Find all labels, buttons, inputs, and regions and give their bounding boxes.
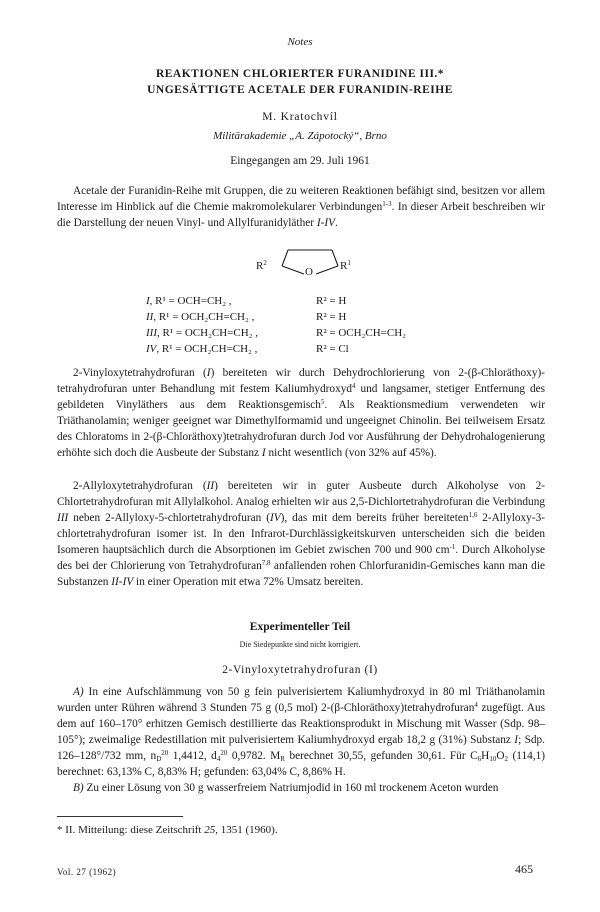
title-line-1: REAKTIONEN CHLORIERTER FURANIDINE III.*	[155, 68, 445, 80]
journal-volume: Vol. 27 (1962)	[57, 867, 117, 877]
paragraph-allyloxy: 2-Allyloxytetrahydrofuran (II) bereiteten wir in guter Ausbeute durch Alkoholyse von 2-Chlortetrahydrofuran mit Allylalkohol. Analog erhielten wir aus 2,5-Dichlortetrahydrofuran die Verbindung III neben 2-Allyloxy-5-chlortetrahydrofuran (IV), das mit dem bereits früher bereiteten$^{1,6}$ 2-Allyloxy-3-chlortetrahydrofuran isomer ist. In den Infrarot-Durchlässigkeitskurven unterscheiden sich die beiden Isomeren hauptsächlich durch die Absorptionen im Gebiet zwischen 700 und 900 $cm^{-1}$. Durch Alkoholyse des bei der Chlorierung von Tetrahydrofuran$^{7,8}$ anfallenden rohen Chlorfuranidin-Gemisches kann man die Substanzen II-IV in einer Operation mit etwa 72% Umsatz bereiten.	[57, 480, 545, 588]
paragraph-procedure-b: B) Zu einer Lösung von 30 g wasserfreiem Natriumjodid in 160 ml trockenem Aceton wurden	[73, 782, 499, 794]
subsection-heading: 2-Vinyloxytetrahydrofuran (I)	[222, 664, 378, 676]
footnote-rule	[57, 816, 183, 817]
paragraph-vinyloxy: 2-Vinyloxytetrahydrofuran (I) bereiteten wir durch Dehydrochlorierung von 2-(β-Chloräthoxy)-tetrahydrofuran unter Behandlung mit festem Kaliumhydroxyd$^4$ und langsamer, stetiger Entfernung des gebildeten Vinyläthers aus dem Reaktionsgemisch$^5$. Als Reaktionsmedium verwendeten wir Triäthanolamin; weniger geeignet war Dimethylformamid und ungeeignet Chinolin. Bei teilweisem Ersatz des Chloratoms in 2-(β-Chloräthoxy)tetrahydrofuran durch Jod vor Ausführung der Dehydrohalogenierung erhöhte sich doch die Ausbeute der Substanz I nicht wesentlich (von 32% auf 45%).	[57, 367, 545, 459]
experimental-heading: Experimenteller Teil	[249, 621, 351, 633]
ring-oxygen-label: O	[305, 266, 313, 278]
received-date: Eingegangen am 29. Juli 1961	[230, 155, 370, 167]
title-line-2: UNGESÄTTIGTE ACETALE DER FURANIDIN-REIHE	[147, 84, 453, 96]
paper-title	[0, 66, 600, 98]
page-number: 465	[515, 862, 533, 876]
experimental-note: Die Siedepunkte sind nicht korrigiert.	[239, 640, 361, 649]
affiliation: Militärakademie „A. Zápotocký“, Brno	[213, 130, 387, 142]
footnote: * II. Mitteilung: diese Zeitschrift 25, 1351 (1960).	[57, 824, 278, 836]
author: M. Kratochvíl	[262, 111, 338, 123]
running-head: Notes	[287, 36, 313, 48]
furanidine-structure	[250, 248, 370, 288]
ring-r1-label: $R^1$	[340, 259, 351, 272]
paragraph-procedure-a: A) In eine Aufschlämmung von 50 g fein pulverisiertem Kaliumhydroxyd in 80 ml Triäthanolamin wurden unter Rühren während 3 Stunden 75 g (0,5 mol) 2-(β-Chloräthoxy)tetrahydrofuran$^4$ zugefügt. Aus dem auf 160–170° erhitzen Gemisch destillierte das Reaktionsprodukt in Mischung mit Wasser (Sdp. 98–105°); zweimalige Redestillation mit pulverisiertem Kaliumhydroxyd ergab 18,2 g (31%) Substanz I; Sdp. 126–128°/732 mm, $n_D^{20}$ 1,4412, $d_4^{20}$ 0,9782. $M_R$ berechnet 30,55, gefunden 30,61. Für $C_6H_{10}O_2$ (114,1) berechnet: 63,13% C, 8,83% H; gefunden: 63,04% C, 8,86% H.	[57, 686, 546, 778]
ring-r2-label: $R^2$	[256, 259, 267, 272]
paper-page: Notes REAKTIONEN CHLORIERTER FURANIDINE III.* UNGESÄTTIGTE ACETALE DER FURANIDIN-REIHE M. Kratochvíl Militärakademie „A. Zápotocký“, Brno Eingegangen am 29. Juli 1961 Acetale der Furanidin-Reihe mit Gruppen, die zu weiteren Reaktionen befähigt sind, besitzen vor allem Interesse im Hinblick auf die Chemie makromolekularer Verbindungen$^{1-3}$. In dieser Arbeit beschreiben wir die Darstellung der neuen Vinyl- und Allylfuranidyläther I-IV. $R^2$ O $R^1$ I, R¹ = OCH=CH₂ , R² = H II, R¹ = OCH₂CH=CH₂ , R² = H III, R¹ = OCH₂CH=CH₂ , R² = OCH₂CH=CH₂ IV, R¹ = OCH₂CH=CH₂ , R² = Cl 2-Vinyloxytetrahydrofuran (I) bereiteten wir durch Dehydrochlorierung von 2-(β-Chloräthoxy)-tetrahydrofuran unter Behandlung mit festem Kaliumhydroxyd$^4$ und langsamer, stetiger Entfernung des gebildeten Vinyläthers aus dem Reaktionsgemisch$^5$. Als Reaktionsmedium verwendeten wir Triäthanolamin; weniger geeignet war Dimethylformamid und ungeeignet Chinolin. Bei teilweisem Ersatz des Chloratoms in 2-(β-Chloräthoxy)tetrahydrofuran durch Jod vor Ausführung der Dehydrohalogenierung erhöhte sich doch die Ausbeute der Substanz I nicht wesentlich (von 32% auf 45%). 2-Allyloxytetrahydrofuran (II) bereiteten wir in guter Ausbeute durch Alkoholyse von 2-Chlortetrahydrofuran mit Allylalkohol. Analog erhielten wir aus 2,5-Dichlortetrahydrofuran die Verbindung III neben 2-Allyloxy-5-chlortetrahydrofuran (IV), das mit dem bereits früher bereiteten$^{1,6}$ 2-Allyloxy-3-chlortetrahydrofuran isomer ist. In den Infrarot-Durchlässigkeitskurven unterscheiden sich die beiden Isomeren hauptsächlich durch die Absorptionen im Gebiet zwischen 700 und 900 $cm^{-1}$. Durch Alkoholyse des bei der Chlorierung von Tetrahydrofuran$^{7,8}$ anfallenden rohen Chlorfuranidin-Gemisches kann man die Substanzen II-IV in einer Operation mit etwa 72% Umsatz bereiten. Experimenteller Teil Die Siedepunkte sind nicht korrigiert. 2-Vinyloxytetrahydrofuran (I) A) In eine Aufschlämmung von 50 g fein pulverisiertem Kaliumhydroxyd in 80 ml Triäthanolamin wurden unter Rühren während 3 Stunden 75 g (0,5 mol) 2-(β-Chloräthoxy)tetrahydrofuran$^4$ zugefügt. Aus dem auf 160–170° erhitzen Gemisch destillierte das Reaktionsprodukt in Mischung mit Wasser (Sdp. 98–105°); zweimalige Redestillation mit pulverisiertem Kaliumhydroxyd ergab 18,2 g (31%) Substanz I; Sdp. 126–128°/732 mm, $n_D^{20}$ 1,4412, $d_4^{20}$ 0,9782. $M_R$ berechnet 30,55, gefunden 30,61. Für $C_6H_{10}O_2$ (114,1) berechnet: 63,13% C, 8,83% H; gefunden: 63,04% C, 8,86% H. B) Zu einer Lösung von 30 g wasserfreiem Natriumjodid in 160 ml trockenem Aceton wurden * II. Mitteilung: diese Zeitschrift 25, 1351 (1960). Vol. 27 (1962) 465	[0, 0, 600, 912]
intro-paragraph: Acetale der Furanidin-Reihe mit Gruppen, die zu weiteren Reaktionen befähigt sind, besitzen vor allem Interesse im Hinblick auf die Chemie makromolekularer Verbindungen$^{1-3}$. In dieser Arbeit beschreiben wir die Darstellung der neuen Vinyl- und Allylfuranidyläther I-IV.	[57, 185, 546, 229]
